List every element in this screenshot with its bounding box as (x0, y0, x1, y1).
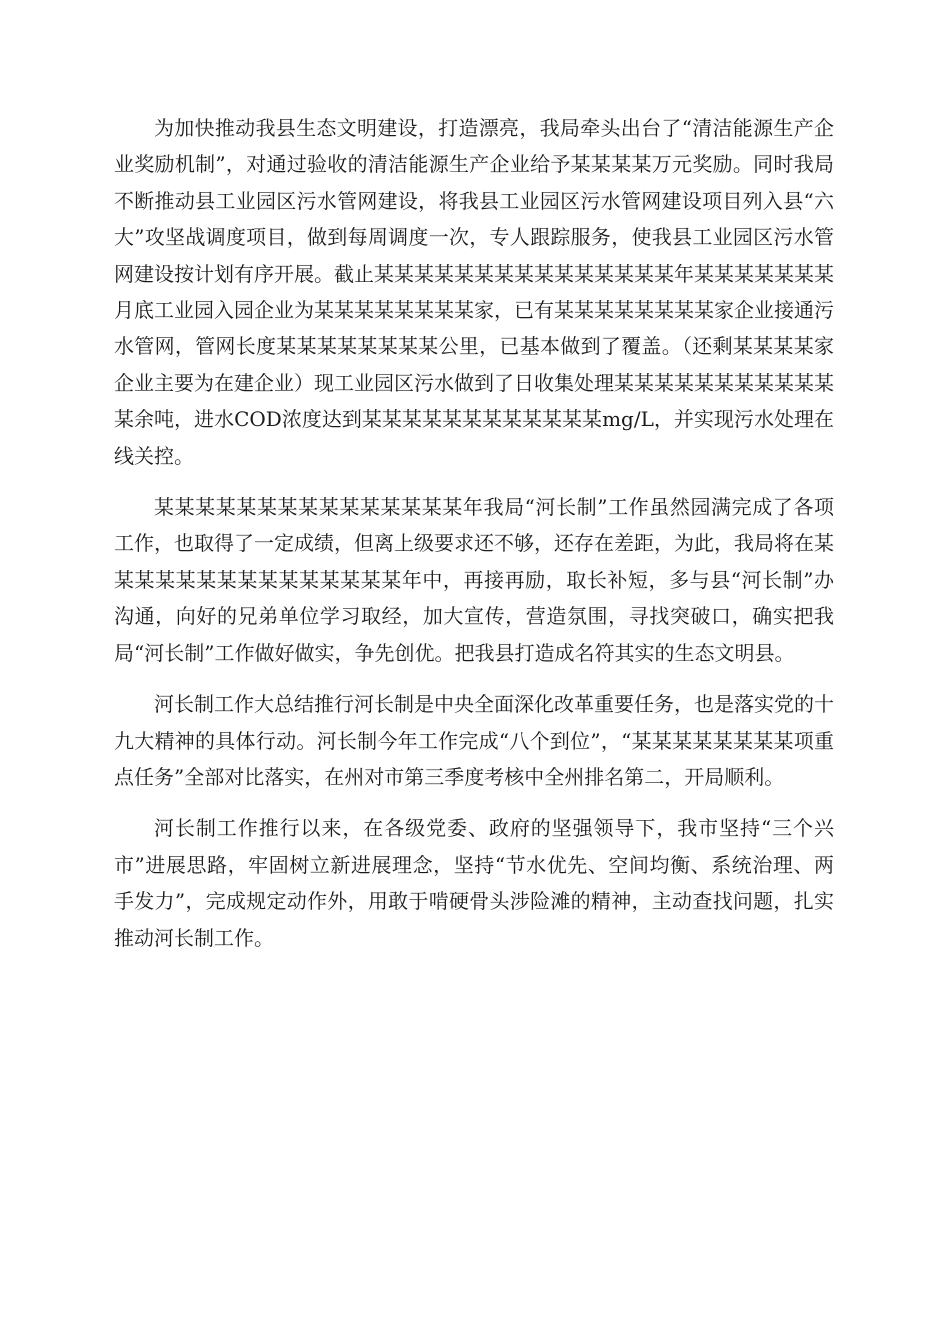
document-body (114, 110, 834, 971)
paragraph-river-chief-outlook: 某某某某某某某某某某某某某某某年我局“河长制”工作虽然园满完成了各项工作，也取得了一定成绩，但离上级要求还不够，还存在差距，为此，我局将在某某某某某某某某某某某某某某某年中，再接再励，取长补短，多与县“河长制”办沟通，向好的兄弟单位学习取经，加大宣传，营造氛围，寻找突破口，确实把我局“河长制”工作做好做实，争先创优。把我县打造成名符其实的生态文明县。 (114, 495, 834, 665)
paragraph-clean-energy-sewage: 为加快推动我县生态文明建设，打造漂亮，我局牵头出台了“清洁能源生产企业奖励机制”，对通过验收的清洁能源生产企业给予某某某某万元奖励。同时我局不断推动县工业园区污水管网建设，将我县工业园区污水管网建设项目列入县“六大”攻坚战调度项目，做到每周调度一次，专人跟踪服务，使我县工业园区污水管网建设按计划有序开展。截止某某某某某某某某某某某某某某某年某某某某某某某月底工业园入园企业为某某某某某某某某家，已有某某某某某某某某家企业接通污水管网，管网长度某某某某某某某某公里，已基本做到了覆盖。（还剩某某某某家企业主要为在建企业）现工业园区污水做到了日收集处理某某某某某某某某某某某某余吨，进水COD浓度达到某某某某某某某某某某某某mg/L，并实现污水处理在线关控。 (114, 116, 834, 468)
paragraph-river-chief-summary: 河长制工作大总结推行河长制是中央全面深化改革重要任务，也是落实党的十九大精神的具体行动。河长制今年工作完成“八个到位”，“某某某某某某某某项重点任务”全部对比落实，在州对市第三季度考核中全州排名第二，开局顺利。 (114, 692, 834, 789)
paragraph-river-chief-implementation: 河长制工作推行以来，在各级党委、政府的坚强领导下，我市坚持“三个兴市”进展思路，牢固树立新进展理念，坚持“节水优先、空间均衡、系统治理、两手发力”，完成规定动作外，用敢于啃硬骨头涉险滩的精神，主动查找问题，扎实推动河长制工作。 (114, 816, 834, 950)
